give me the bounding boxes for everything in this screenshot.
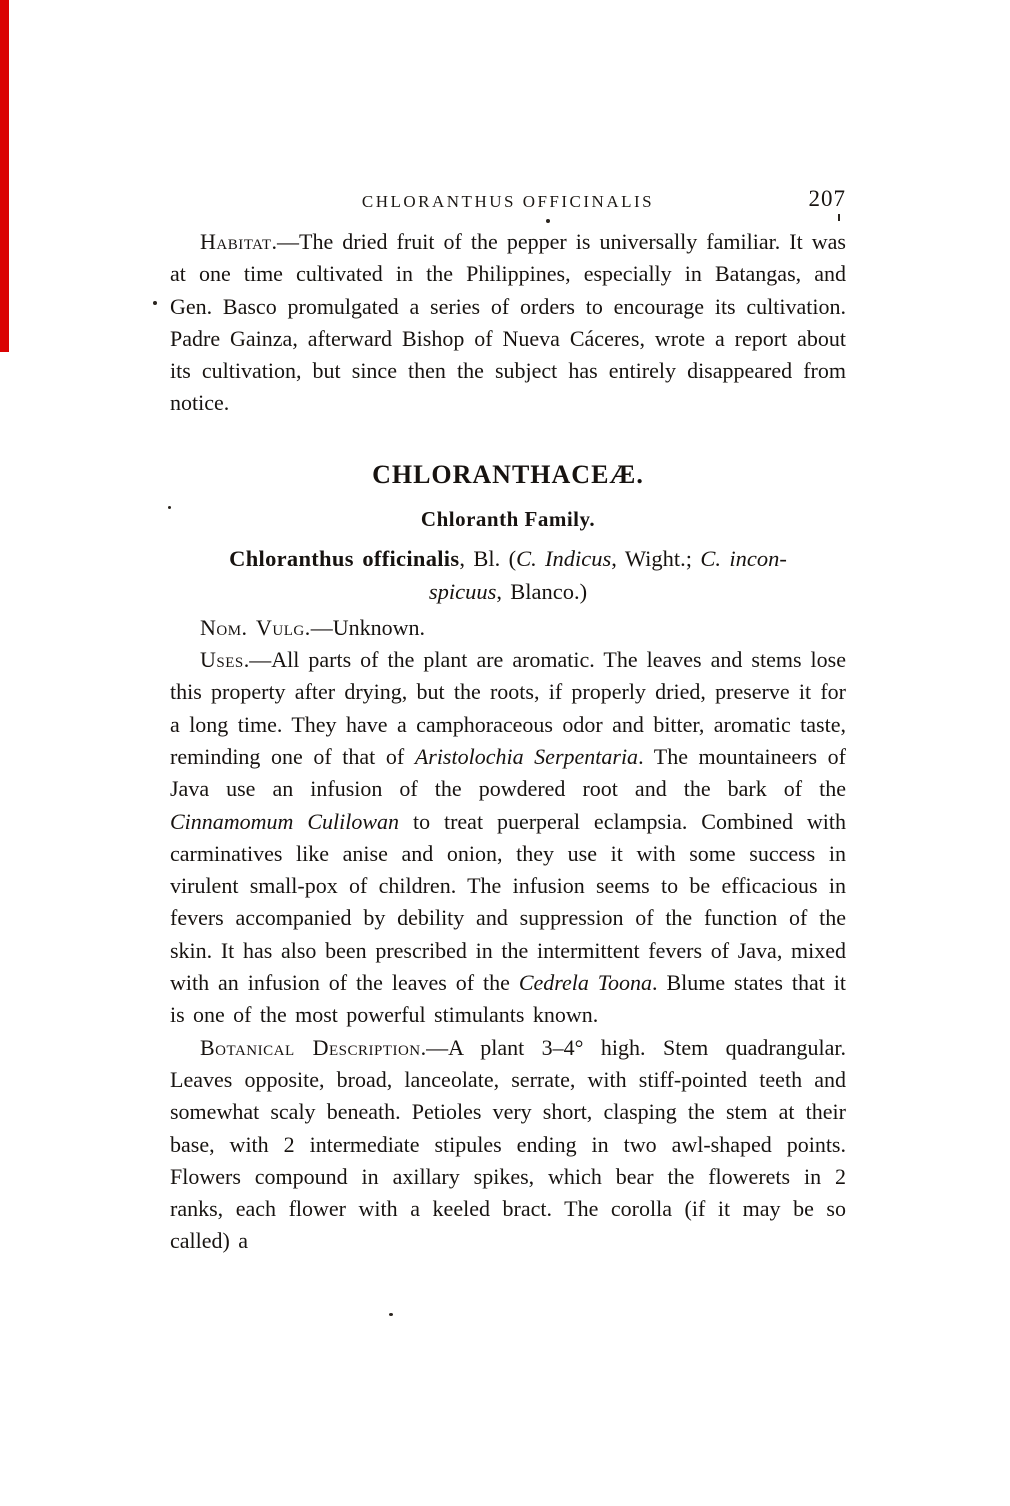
text-segment: Chloranthus officinalis xyxy=(229,545,460,571)
text-segment: . The mountaineers of Java use an infusion of the powdered root and the bark of the xyxy=(170,743,846,802)
heading-family: CHLORANTHACEÆ. xyxy=(372,459,644,489)
paragraph xyxy=(170,612,846,644)
text-segment: , Wight.; xyxy=(611,545,701,571)
text-segment: Habitat xyxy=(200,229,272,254)
text-segment: Aristolochia Serpentaria xyxy=(414,743,639,769)
text-segment: —Unknown. xyxy=(310,614,426,640)
scan-artifact-stripe xyxy=(0,0,9,352)
text-segment: to treat puerperal eclampsia. Combined with carminatives like anise and onion, they use it with some success in virulent small-pox of children. The infusion seems to be efficacious in fevers accompanied by debility and suppression of the function of the skin. It has also been prescribed in the intermittent fevers of Java, mixed with an infusion of the leaves of the xyxy=(170,808,846,996)
paragraph xyxy=(170,226,846,420)
species-heading xyxy=(170,542,846,608)
text-segment: .—All parts of the plant are aromatic. The leaves and stems lose this property after drying, but the roots, if properly dried, preserve it for a long time. They have a camphoraceous odor and bitter, aromatic taste, reminding one of that of xyxy=(170,647,846,769)
text-segment: .—The dried fruit of the pepper is universally familiar. It was at one time cultivated in the Philippines, especially in Batangas, and Gen. Basco promulgated a series of orders to encourage its cultivation. Padre Gainza, afterward Bishop of Nueva Cáceres, wrote a report about its cultivation, but since then the subject has entirely disappeared from notice. xyxy=(170,229,846,416)
scan-speck xyxy=(546,219,550,223)
text-segment: . Blume states that it is one of the most powerful stimulants known. xyxy=(170,970,847,1028)
page-content xyxy=(170,226,846,1258)
scan-speck xyxy=(389,1313,393,1316)
scan-speck xyxy=(168,506,171,509)
text-segment: spicuus xyxy=(428,578,497,604)
page-number: 207 xyxy=(808,186,846,211)
text-segment: , Blanco.) xyxy=(496,578,588,604)
text-segment: Botanical Description xyxy=(200,1034,421,1060)
page-header xyxy=(170,188,846,218)
text-segment: C. Indicus xyxy=(516,545,612,571)
text-segment: Cedrela Toona xyxy=(518,970,653,996)
paragraph xyxy=(170,1032,846,1258)
text-segment: Uses xyxy=(200,647,244,673)
paragraph xyxy=(170,644,846,1032)
text-segment: C. incon- xyxy=(700,545,787,571)
heading-common: Chloranth Family. xyxy=(420,506,596,531)
scan-speck xyxy=(153,301,157,305)
text-segment: Cinnamomum Culilowan xyxy=(170,808,400,834)
text-segment: .—A plant 3–4° high. Stem quadrangular. Leaves opposite, broad, lanceolate, serrate, with stiff-pointed teeth and somewhat scaly beneath. Petioles very short, clasping the stem at their base, with 2 intermediate stipules ending in two awl-shaped points. Flowers compound in axillary spikes, which bear the flowerets in 2 ranks, each flower with a keeled bract. The corolla (if it may be so called) a xyxy=(170,1034,846,1254)
text-segment: Nom. Vulg. xyxy=(200,614,311,640)
running-header-title: CHLORANTHUS OFFICINALIS xyxy=(361,192,655,211)
text-segment: , Bl. ( xyxy=(459,545,517,571)
scan-speck xyxy=(838,214,840,221)
